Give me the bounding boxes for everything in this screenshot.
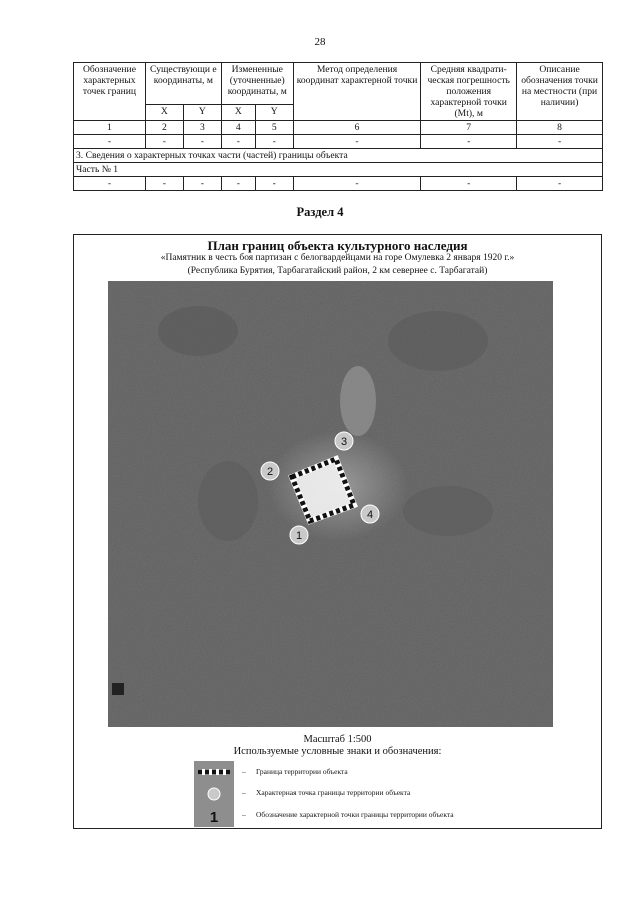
table-cell: - — [293, 177, 421, 191]
header-changed: Измененные (уточненные) координаты, м — [221, 63, 293, 105]
section-row-text: 3. Сведения о характерных точках части (частей) границы объекта — [74, 149, 603, 163]
legend-dash: – — [242, 767, 246, 776]
header-designation: Обозначение характерных точек границ — [74, 63, 146, 121]
map-svg — [108, 281, 553, 727]
legend-item-label — [242, 810, 454, 819]
map-corner-mark — [112, 683, 124, 695]
table-cell: 5 — [255, 121, 293, 135]
table-number-row — [74, 121, 603, 135]
table-cell: 4 — [221, 121, 255, 135]
table-cell: - — [421, 135, 517, 149]
coordinates-table — [73, 62, 603, 191]
table-row — [74, 177, 603, 191]
map-scale: Масштаб 1:500 — [303, 734, 372, 745]
legend-dash: – — [242, 788, 246, 797]
table-cell: - — [74, 135, 146, 149]
section-title: Раздел 4 — [296, 205, 344, 219]
table-section-row — [74, 149, 603, 163]
table-cell: - — [145, 177, 183, 191]
table-cell: - — [145, 135, 183, 149]
header-y1: Y — [183, 104, 221, 120]
part-row-text: Часть № 1 — [74, 163, 603, 177]
legend-text: Характерная точка границы территории объекта — [256, 788, 411, 797]
table-cell: - — [221, 135, 255, 149]
point-legend-icon — [194, 783, 234, 805]
table-cell: - — [183, 177, 221, 191]
table-cell: - — [74, 177, 146, 191]
legend-item-point — [242, 788, 410, 797]
legend-point-sample — [194, 783, 234, 805]
legend-dash: – — [242, 810, 246, 819]
point-label-3: 3 — [340, 436, 348, 448]
legend-sample-number: 1 — [209, 809, 219, 826]
legend-text: Обозначение характерной точки границы территории объекта — [256, 810, 454, 819]
point-label-1: 1 — [295, 530, 303, 542]
legend-text: Граница территории объекта — [256, 767, 348, 776]
table-cell: 6 — [293, 121, 421, 135]
legend-item-boundary — [242, 767, 348, 776]
label-legend-icon — [194, 805, 234, 827]
table-row — [74, 135, 603, 149]
table-cell: 3 — [183, 121, 221, 135]
boundary-legend-icon — [194, 761, 234, 783]
table-cell: - — [255, 135, 293, 149]
table-header-row — [74, 63, 603, 105]
plan-subtitle: «Памятник в честь боя партизан с белогвардейцами на горе Омулевка 2 января 1920 г.» — [160, 253, 515, 263]
plan-title: План границ объекта культурного наследия — [207, 238, 468, 253]
table-cell: - — [517, 177, 603, 191]
boundary-point-2 — [261, 462, 279, 480]
plan-location: (Республика Бурятия, Тарбагатайский район, 2 км севернее с. Тарбагатай) — [187, 266, 488, 276]
table-part-row — [74, 163, 603, 177]
legend-title: Используемые условные знаки и обозначения: — [233, 746, 442, 757]
legend-label-sample — [194, 805, 234, 827]
table-cell: - — [255, 177, 293, 191]
header-description: Описание обозначения точки на местности (при наличии) — [517, 63, 603, 121]
table-cell: - — [517, 135, 603, 149]
table-cell: - — [183, 135, 221, 149]
boundary-point-4 — [361, 505, 379, 523]
table-cell: 2 — [145, 121, 183, 135]
header-existing: Существующи е координаты, м — [145, 63, 221, 105]
page-number: 28 — [314, 36, 326, 48]
header-x1: X — [145, 104, 183, 120]
plan-frame — [73, 234, 602, 829]
point-label-4: 4 — [366, 509, 374, 521]
table-cell: 8 — [517, 121, 603, 135]
table-cell: - — [293, 135, 421, 149]
header-error: Средняя квадрати-ческая погрешность положения характерной точки (Mt), м — [421, 63, 517, 121]
boundary-point-3 — [335, 432, 353, 450]
header-y2: Y — [255, 104, 293, 120]
point-label-2: 2 — [266, 466, 274, 478]
aerial-map — [108, 281, 553, 727]
table-cell: - — [221, 177, 255, 191]
header-x2: X — [221, 104, 255, 120]
legend-boundary-sample — [194, 761, 234, 783]
table-cell: - — [421, 177, 517, 191]
table-cell: 7 — [421, 121, 517, 135]
table-cell: 1 — [74, 121, 146, 135]
header-method: Метод определения координат характерной точки — [293, 63, 421, 121]
boundary-point-1 — [290, 526, 308, 544]
